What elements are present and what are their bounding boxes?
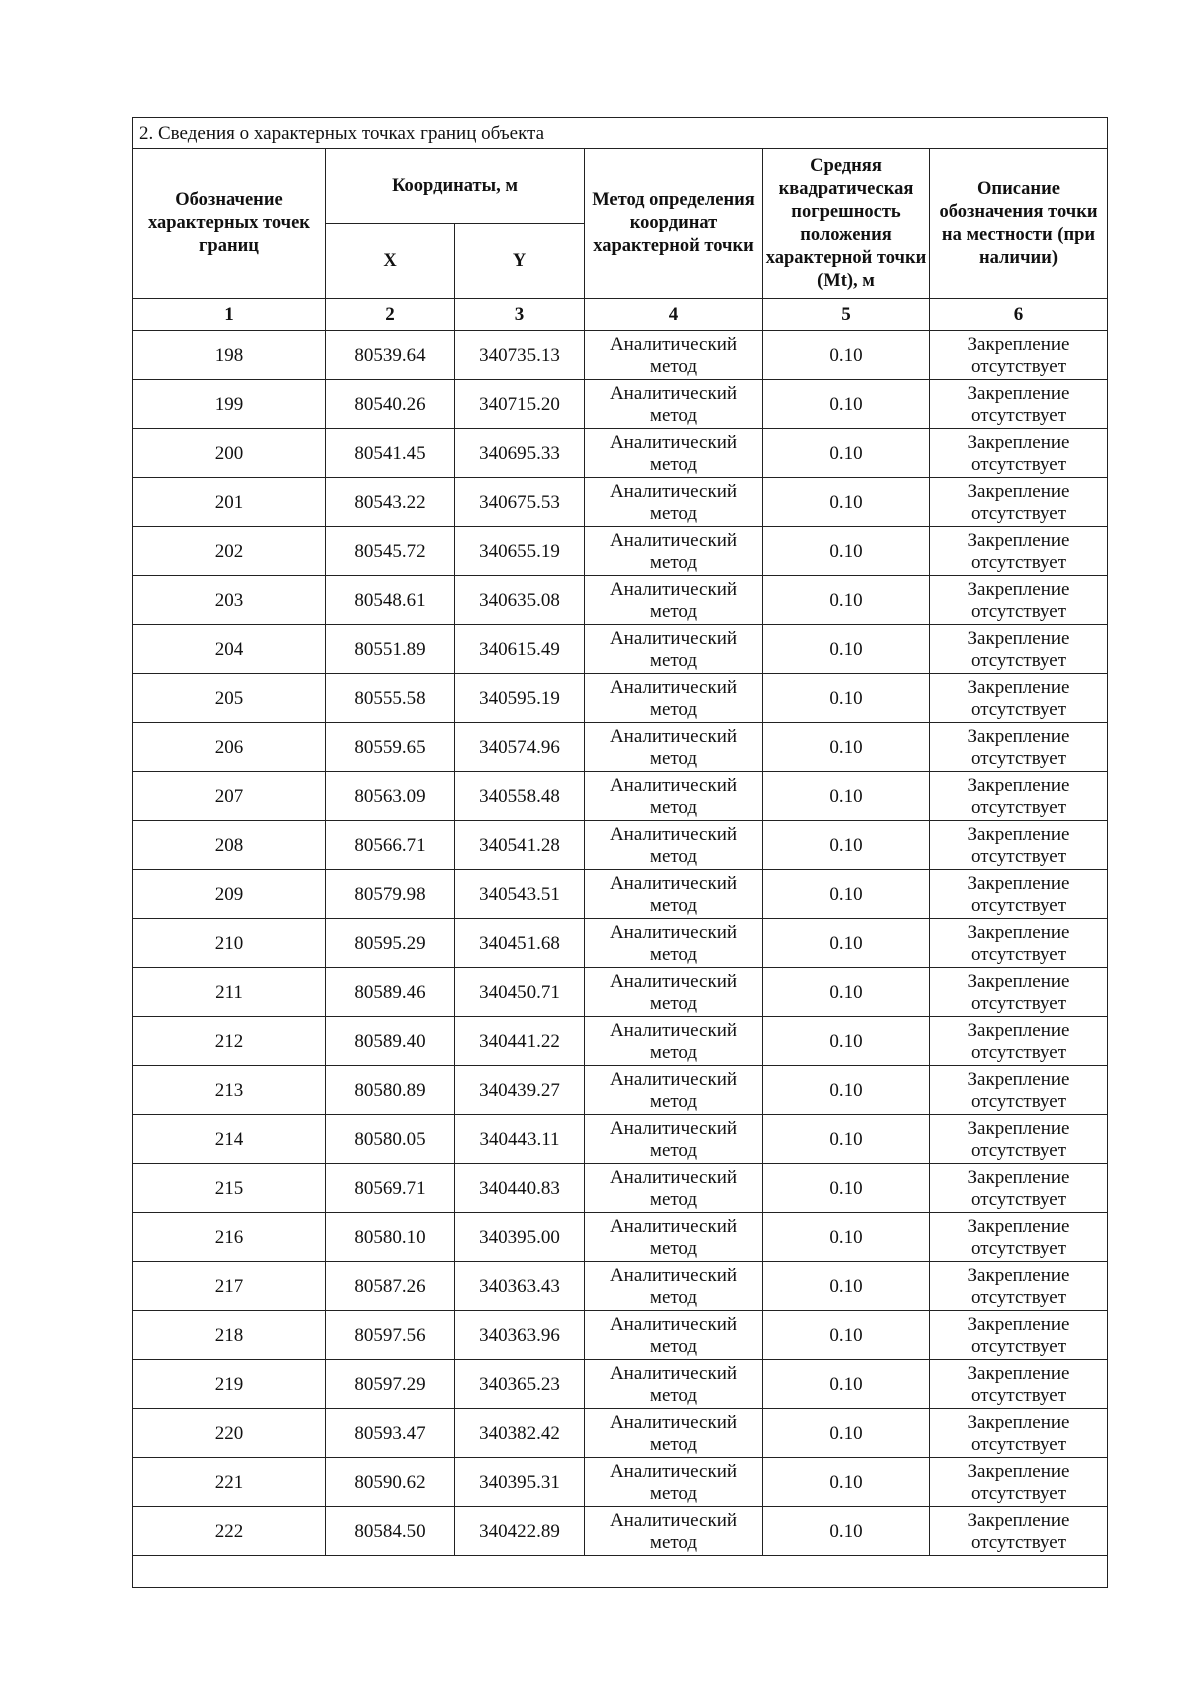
table-row [133, 870, 1108, 919]
x-coordinate-cell: 80551.89 [326, 625, 455, 674]
error-cell: 0.10 [763, 478, 930, 527]
error-cell: 0.10 [763, 1017, 930, 1066]
x-coordinate-cell: 80548.61 [326, 576, 455, 625]
method-cell: Аналитический метод [585, 331, 763, 380]
table-row [133, 1262, 1108, 1311]
y-coordinate-cell: 340450.71 [455, 968, 585, 1017]
description-cell: Закрепление отсутствует [930, 821, 1108, 870]
error-cell: 0.10 [763, 1115, 930, 1164]
error-cell: 0.10 [763, 527, 930, 576]
y-coordinate-cell: 340395.00 [455, 1213, 585, 1262]
x-coordinate-cell: 80597.56 [326, 1311, 455, 1360]
point-number-cell: 218 [133, 1311, 326, 1360]
error-cell: 0.10 [763, 1164, 930, 1213]
error-cell: 0.10 [763, 919, 930, 968]
method-cell: Аналитический метод [585, 1360, 763, 1409]
x-coordinate-cell: 80590.62 [326, 1458, 455, 1507]
point-number-cell: 213 [133, 1066, 326, 1115]
point-number-cell: 217 [133, 1262, 326, 1311]
description-cell: Закрепление отсутствует [930, 723, 1108, 772]
method-cell: Аналитический метод [585, 625, 763, 674]
table-row [133, 380, 1108, 429]
y-coordinate-cell: 340655.19 [455, 527, 585, 576]
description-cell: Закрепление отсутствует [930, 576, 1108, 625]
description-cell: Закрепление отсутствует [930, 1115, 1108, 1164]
y-coordinate-cell: 340735.13 [455, 331, 585, 380]
x-coordinate-cell: 80584.50 [326, 1507, 455, 1556]
error-cell: 0.10 [763, 1066, 930, 1115]
point-number-cell: 207 [133, 772, 326, 821]
point-number-cell: 215 [133, 1164, 326, 1213]
description-cell: Закрепление отсутствует [930, 1507, 1108, 1556]
error-cell: 0.10 [763, 429, 930, 478]
x-coordinate-cell: 80593.47 [326, 1409, 455, 1458]
method-cell: Аналитический метод [585, 919, 763, 968]
error-cell: 0.10 [763, 380, 930, 429]
point-number-cell: 216 [133, 1213, 326, 1262]
error-cell: 0.10 [763, 1213, 930, 1262]
description-cell: Закрепление отсутствует [930, 478, 1108, 527]
table-row [133, 1213, 1108, 1262]
x-coordinate-cell: 80580.05 [326, 1115, 455, 1164]
header-method: Метод определения координат характерной точки [585, 149, 763, 299]
point-number-cell: 200 [133, 429, 326, 478]
error-cell: 0.10 [763, 674, 930, 723]
point-number-cell: 209 [133, 870, 326, 919]
table-row [133, 821, 1108, 870]
table-row [133, 331, 1108, 380]
method-cell: Аналитический метод [585, 1115, 763, 1164]
y-coordinate-cell: 340439.27 [455, 1066, 585, 1115]
header-x: X [326, 224, 455, 299]
point-number-cell: 203 [133, 576, 326, 625]
method-cell: Аналитический метод [585, 870, 763, 919]
point-number-cell: 202 [133, 527, 326, 576]
y-coordinate-cell: 340440.83 [455, 1164, 585, 1213]
x-coordinate-cell: 80589.46 [326, 968, 455, 1017]
point-number-cell: 219 [133, 1360, 326, 1409]
table-row [133, 1458, 1108, 1507]
method-cell: Аналитический метод [585, 576, 763, 625]
y-coordinate-cell: 340715.20 [455, 380, 585, 429]
method-cell: Аналитический метод [585, 1458, 763, 1507]
method-cell: Аналитический метод [585, 429, 763, 478]
method-cell: Аналитический метод [585, 1311, 763, 1360]
table-row [133, 1066, 1108, 1115]
method-cell: Аналитический метод [585, 1066, 763, 1115]
column-number: 5 [763, 299, 930, 331]
column-number: 4 [585, 299, 763, 331]
y-coordinate-cell: 340365.23 [455, 1360, 585, 1409]
error-cell: 0.10 [763, 576, 930, 625]
x-coordinate-cell: 80563.09 [326, 772, 455, 821]
table-row [133, 1115, 1108, 1164]
x-coordinate-cell: 80595.29 [326, 919, 455, 968]
error-cell: 0.10 [763, 821, 930, 870]
method-cell: Аналитический метод [585, 478, 763, 527]
x-coordinate-cell: 80569.71 [326, 1164, 455, 1213]
method-cell: Аналитический метод [585, 674, 763, 723]
x-coordinate-cell: 80580.10 [326, 1213, 455, 1262]
method-cell: Аналитический метод [585, 723, 763, 772]
y-coordinate-cell: 340382.42 [455, 1409, 585, 1458]
header-point-designation: Обозначение характерных точек границ [133, 149, 326, 299]
y-coordinate-cell: 340422.89 [455, 1507, 585, 1556]
x-coordinate-cell: 80597.29 [326, 1360, 455, 1409]
description-cell: Закрепление отсутствует [930, 1262, 1108, 1311]
point-number-cell: 206 [133, 723, 326, 772]
y-coordinate-cell: 340543.51 [455, 870, 585, 919]
x-coordinate-cell: 80543.22 [326, 478, 455, 527]
x-coordinate-cell: 80541.45 [326, 429, 455, 478]
error-cell: 0.10 [763, 1360, 930, 1409]
description-cell: Закрепление отсутствует [930, 1017, 1108, 1066]
method-cell: Аналитический метод [585, 1262, 763, 1311]
table-row [133, 1360, 1108, 1409]
error-cell: 0.10 [763, 723, 930, 772]
y-coordinate-cell: 340695.33 [455, 429, 585, 478]
x-coordinate-cell: 80589.40 [326, 1017, 455, 1066]
y-coordinate-cell: 340595.19 [455, 674, 585, 723]
description-cell: Закрепление отсутствует [930, 331, 1108, 380]
description-cell: Закрепление отсутствует [930, 1360, 1108, 1409]
y-coordinate-cell: 340363.43 [455, 1262, 585, 1311]
method-cell: Аналитический метод [585, 772, 763, 821]
table-row [133, 576, 1108, 625]
boundary-points-table [132, 117, 1108, 1588]
point-number-cell: 211 [133, 968, 326, 1017]
point-number-cell: 214 [133, 1115, 326, 1164]
error-cell: 0.10 [763, 1262, 930, 1311]
y-coordinate-cell: 340451.68 [455, 919, 585, 968]
point-number-cell: 198 [133, 331, 326, 380]
table-row [133, 772, 1108, 821]
point-number-cell: 210 [133, 919, 326, 968]
x-coordinate-cell: 80559.65 [326, 723, 455, 772]
point-number-cell: 220 [133, 1409, 326, 1458]
column-number: 3 [455, 299, 585, 331]
method-cell: Аналитический метод [585, 380, 763, 429]
description-cell: Закрепление отсутствует [930, 625, 1108, 674]
table-row [133, 674, 1108, 723]
y-coordinate-cell: 340541.28 [455, 821, 585, 870]
table-row [133, 968, 1108, 1017]
column-number: 2 [326, 299, 455, 331]
table-row [133, 723, 1108, 772]
error-cell: 0.10 [763, 1458, 930, 1507]
header-description: Описание обозначения точки на местности (при наличии) [930, 149, 1108, 299]
point-number-cell: 208 [133, 821, 326, 870]
column-number: 6 [930, 299, 1108, 331]
blank-row [133, 1556, 1108, 1588]
description-cell: Закрепление отсутствует [930, 674, 1108, 723]
method-cell: Аналитический метод [585, 1409, 763, 1458]
table-row [133, 478, 1108, 527]
blank-cell [133, 1556, 1108, 1588]
point-number-cell: 199 [133, 380, 326, 429]
error-cell: 0.10 [763, 772, 930, 821]
point-number-cell: 205 [133, 674, 326, 723]
table-row [133, 1017, 1108, 1066]
point-number-cell: 201 [133, 478, 326, 527]
description-cell: Закрепление отсутствует [930, 527, 1108, 576]
table-body [133, 331, 1108, 1588]
section-title: 2. Сведения о характерных точках границ объекта [133, 118, 1108, 149]
point-number-cell: 212 [133, 1017, 326, 1066]
y-coordinate-cell: 340363.96 [455, 1311, 585, 1360]
table-row [133, 919, 1108, 968]
header-coordinates: Координаты, м [326, 149, 585, 224]
method-cell: Аналитический метод [585, 1164, 763, 1213]
column-number: 1 [133, 299, 326, 331]
point-number-cell: 221 [133, 1458, 326, 1507]
method-cell: Аналитический метод [585, 1017, 763, 1066]
error-cell: 0.10 [763, 331, 930, 380]
table-row [133, 429, 1108, 478]
y-coordinate-cell: 340615.49 [455, 625, 585, 674]
table-row [133, 625, 1108, 674]
error-cell: 0.10 [763, 870, 930, 919]
x-coordinate-cell: 80566.71 [326, 821, 455, 870]
method-cell: Аналитический метод [585, 821, 763, 870]
table-row [133, 527, 1108, 576]
description-cell: Закрепление отсутствует [930, 1066, 1108, 1115]
y-coordinate-cell: 340443.11 [455, 1115, 585, 1164]
description-cell: Закрепление отсутствует [930, 968, 1108, 1017]
method-cell: Аналитический метод [585, 968, 763, 1017]
error-cell: 0.10 [763, 968, 930, 1017]
table-row [133, 1164, 1108, 1213]
error-cell: 0.10 [763, 1507, 930, 1556]
header-error: Средняя квадратическая погрешность положения характерной точки (Mt), м [763, 149, 930, 299]
description-cell: Закрепление отсутствует [930, 1409, 1108, 1458]
description-cell: Закрепление отсутствует [930, 870, 1108, 919]
x-coordinate-cell: 80540.26 [326, 380, 455, 429]
description-cell: Закрепление отсутствует [930, 380, 1108, 429]
x-coordinate-cell: 80545.72 [326, 527, 455, 576]
table-row [133, 1409, 1108, 1458]
y-coordinate-cell: 340574.96 [455, 723, 585, 772]
error-cell: 0.10 [763, 1311, 930, 1360]
description-cell: Закрепление отсутствует [930, 429, 1108, 478]
y-coordinate-cell: 340675.53 [455, 478, 585, 527]
description-cell: Закрепление отсутствует [930, 1213, 1108, 1262]
header-y: Y [455, 224, 585, 299]
y-coordinate-cell: 340635.08 [455, 576, 585, 625]
point-number-cell: 204 [133, 625, 326, 674]
y-coordinate-cell: 340441.22 [455, 1017, 585, 1066]
x-coordinate-cell: 80587.26 [326, 1262, 455, 1311]
x-coordinate-cell: 80580.89 [326, 1066, 455, 1115]
error-cell: 0.10 [763, 625, 930, 674]
x-coordinate-cell: 80555.58 [326, 674, 455, 723]
error-cell: 0.10 [763, 1409, 930, 1458]
document-page [132, 117, 1107, 1588]
description-cell: Закрепление отсутствует [930, 919, 1108, 968]
description-cell: Закрепление отсутствует [930, 1458, 1108, 1507]
point-number-cell: 222 [133, 1507, 326, 1556]
x-coordinate-cell: 80579.98 [326, 870, 455, 919]
method-cell: Аналитический метод [585, 1507, 763, 1556]
description-cell: Закрепление отсутствует [930, 1164, 1108, 1213]
table-row [133, 1507, 1108, 1556]
method-cell: Аналитический метод [585, 527, 763, 576]
table-row [133, 1311, 1108, 1360]
x-coordinate-cell: 80539.64 [326, 331, 455, 380]
description-cell: Закрепление отсутствует [930, 1311, 1108, 1360]
method-cell: Аналитический метод [585, 1213, 763, 1262]
y-coordinate-cell: 340558.48 [455, 772, 585, 821]
y-coordinate-cell: 340395.31 [455, 1458, 585, 1507]
description-cell: Закрепление отсутствует [930, 772, 1108, 821]
